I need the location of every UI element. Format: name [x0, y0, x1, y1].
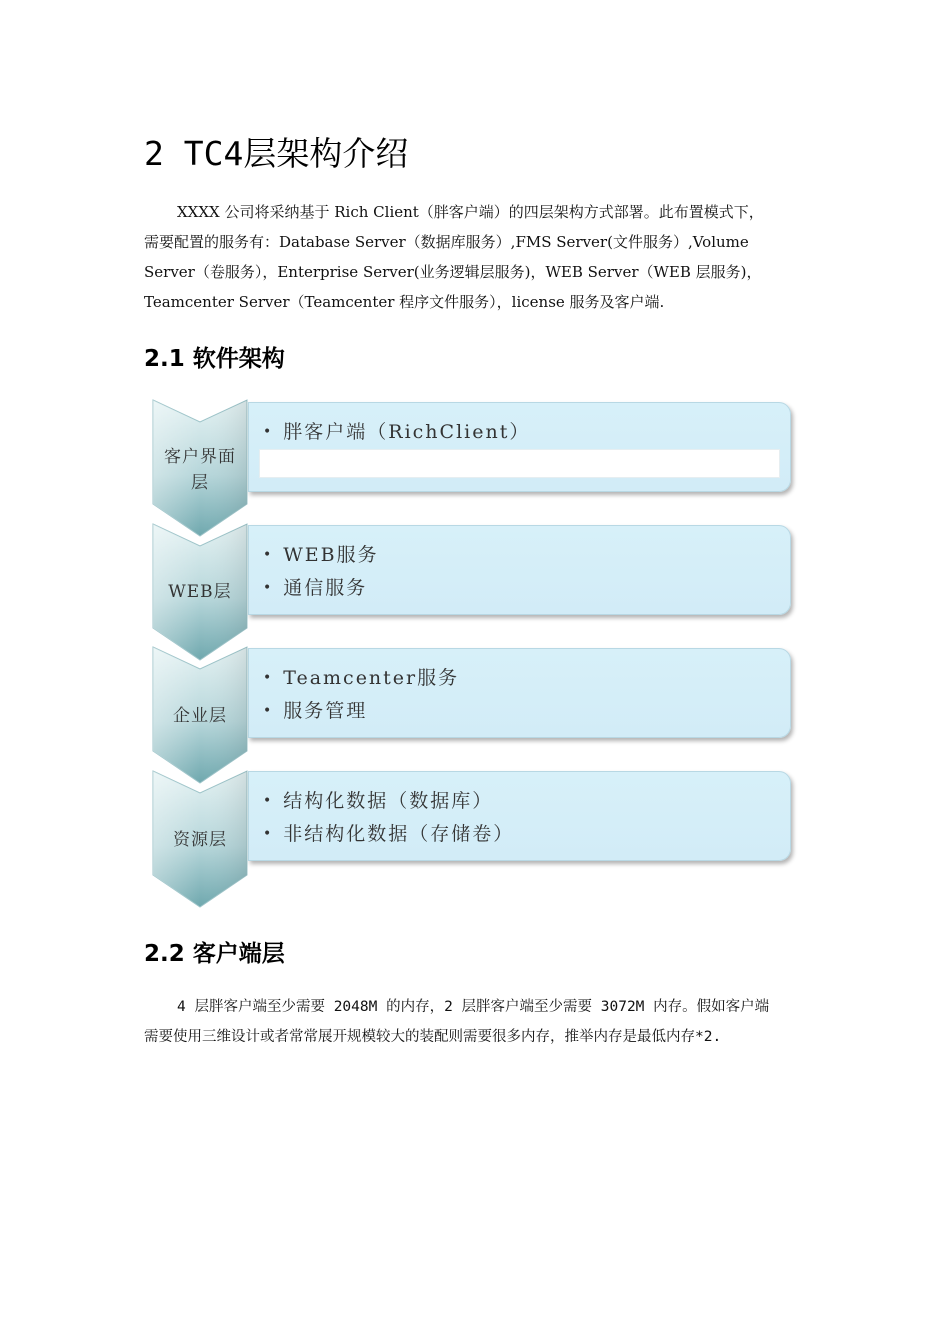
layer-label-client: 客户界面 层 — [164, 447, 236, 493]
subsection-heading-architecture: 2.1 软件架构 — [144, 346, 285, 372]
layer-label-web: WEB层 — [168, 582, 232, 602]
layer-box-client — [248, 402, 791, 492]
architecture-diagram — [150, 398, 800, 913]
layer-bullet: • 非结构化数据（存储卷） — [263, 821, 514, 849]
subsection-heading-client: 2.2 客户端层 — [144, 941, 285, 967]
client-line-1: 4 层胖客户端至少需要 2048M 的内存，2 层胖客户端至少需要 3072M 内存。假如客户端 — [177, 999, 770, 1015]
section-heading: 2 TC4层架构介绍 — [144, 134, 409, 173]
intro-line-4: Teamcenter Server（Teamcenter 程序文件服务），license 服务及客户端. — [144, 293, 665, 311]
layer-box-enterprise — [248, 648, 791, 738]
intro-line-2: 需要配置的服务有：Database Server（数据库服务）,FMS Server(文件服务）,Volume — [144, 233, 749, 251]
layer-bullet: • 胖客户端（RichClient） — [263, 419, 530, 447]
layer-label-resource: 资源层 — [173, 830, 227, 850]
layer-label-enterprise: 企业层 — [173, 706, 227, 726]
layer-box-web — [248, 525, 791, 615]
intro-line-3: Server（卷服务），Enterprise Server(业务逻辑层服务)，WEB Server（WEB 层服务)， — [144, 263, 762, 281]
intro-line-1: XXXX 公司将采纳基于 Rich Client（胖客户端）的四层架构方式部署。此布置模式下， — [177, 203, 764, 221]
layer-bullet: • WEB服务 — [263, 542, 379, 570]
layer-bullet: • 通信服务 — [263, 575, 367, 603]
layer-bullet: • Teamcenter服务 — [263, 665, 459, 693]
client-line-2: 需要使用三维设计或者常常展开规模较大的装配则需要很多内存，推举内存是最低内存*2. — [144, 1029, 722, 1045]
intro-paragraph — [144, 197, 820, 317]
layer-box-resource — [248, 771, 791, 861]
layer-bullet: • 结构化数据（数据库） — [263, 788, 493, 816]
layer-bullet: • 服务管理 — [263, 698, 367, 726]
client-paragraph — [144, 992, 820, 1052]
blank-text-bar — [259, 449, 780, 478]
